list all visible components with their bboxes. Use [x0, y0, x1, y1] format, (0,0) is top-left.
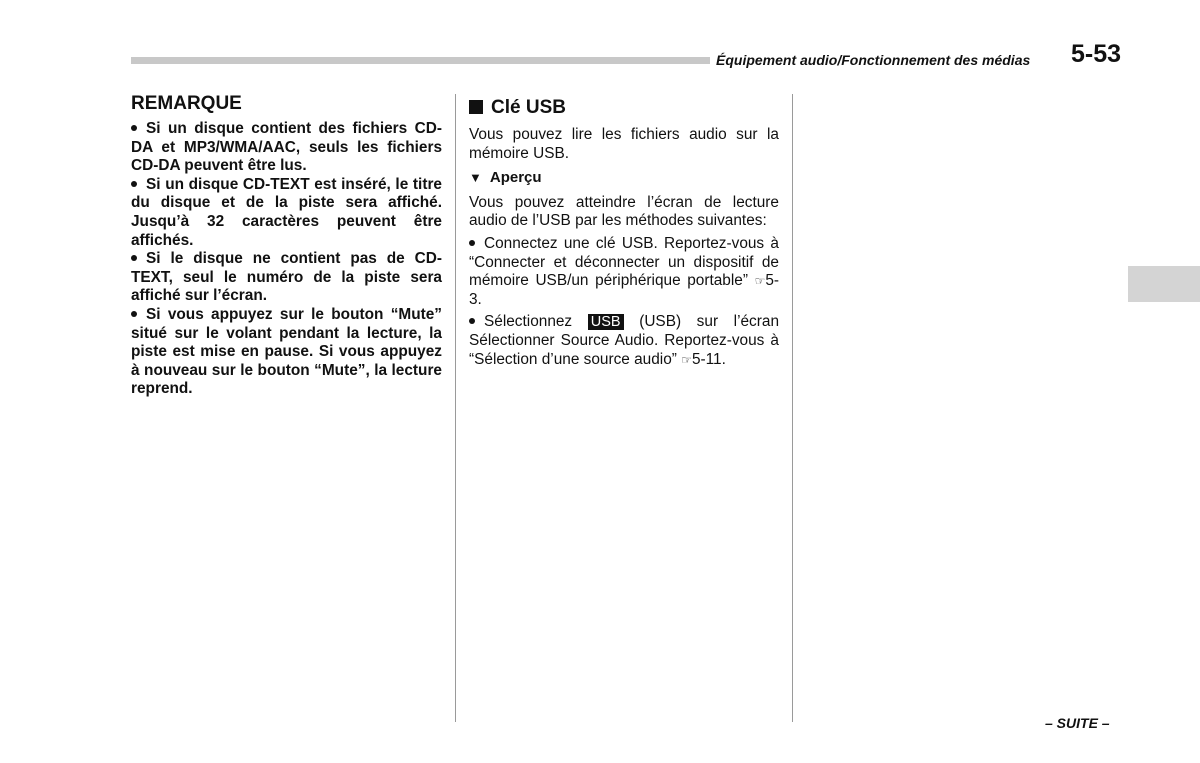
header-rule — [131, 57, 710, 64]
section-title: Équipement audio/Fonctionnement des médias — [716, 52, 1031, 68]
usb-title-text: Clé USB — [491, 97, 566, 118]
overview-subheading-text: Aperçu — [489, 169, 542, 187]
remark-item — [131, 306, 442, 399]
bullet-icon — [131, 125, 137, 131]
page-number: 5-53 — [1071, 40, 1122, 68]
overview-text: Vous pouvez atteindre l’écran de lecture audio de l’USB par les méthodes suivantes: — [469, 193, 779, 230]
remark-item-text: Si le disque ne contient pas de CD-TEXT, seul le numéro de la piste sera affiché sur l’écran. — [131, 250, 442, 305]
remark-item-text: Si un disque contient des fichiers CD-DA et MP3/WMA/AAC, seuls les fichiers CD-DA peuvent être lus. — [131, 120, 442, 175]
square-bullet-icon — [469, 100, 483, 114]
remark-item — [131, 250, 442, 306]
column-divider-1 — [455, 94, 456, 722]
usb-column — [469, 92, 779, 369]
bullet-icon — [469, 240, 475, 246]
overview-subheading — [469, 169, 779, 188]
page-reference: 5-11. — [691, 350, 726, 368]
triangle-down-icon: ▼ — [469, 170, 482, 186]
usb-title — [469, 96, 779, 120]
usb-method-text: Sélectionnez — [484, 313, 573, 331]
page-reference-icon: ☞ — [754, 274, 766, 289]
usb-key-label: USB — [588, 314, 624, 330]
remark-title: REMARQUE — [131, 93, 242, 114]
usb-method-text: Connectez une clé USB. Reportez-vous à “Connecter et déconnecter un dispositif de mémoire USB/un périphérique portable” — [469, 234, 779, 290]
page-reference: 5-3. — [469, 272, 780, 308]
usb-method-text: (USB) sur l’écran Sélectionner Source Audio. Reportez-vous à “Sélection d’une source audio” — [469, 313, 780, 368]
bullet-icon — [131, 181, 137, 187]
page-reference-icon: ☞ — [681, 352, 692, 367]
remark-item — [131, 120, 442, 176]
usb-method-item — [469, 313, 779, 369]
chapter-tab — [1128, 266, 1200, 302]
usb-intro: Vous pouvez lire les fichiers audio sur la mémoire USB. — [469, 126, 779, 162]
remark-item-text: Si un disque CD-TEXT est inséré, le titre du disque et de la piste sera affiché. Jusqu’à 32 caractères peuvent être affichés. — [131, 175, 442, 249]
remark-column — [131, 92, 442, 399]
continued-label: – SUITE – — [1045, 715, 1110, 731]
remark-item-text: Si vous appuyez sur le bouton “Mute” situé sur le volant pendant la lecture, la piste est mise en pause. Si vous appuyez à nouveau sur le bouton “Mute”, la lecture reprend. — [131, 305, 442, 398]
bullet-icon — [131, 311, 137, 317]
usb-method-item — [469, 235, 779, 309]
bullet-icon — [469, 318, 475, 324]
remark-item — [131, 176, 442, 250]
bullet-icon — [131, 255, 137, 261]
column-divider-2 — [792, 94, 793, 722]
